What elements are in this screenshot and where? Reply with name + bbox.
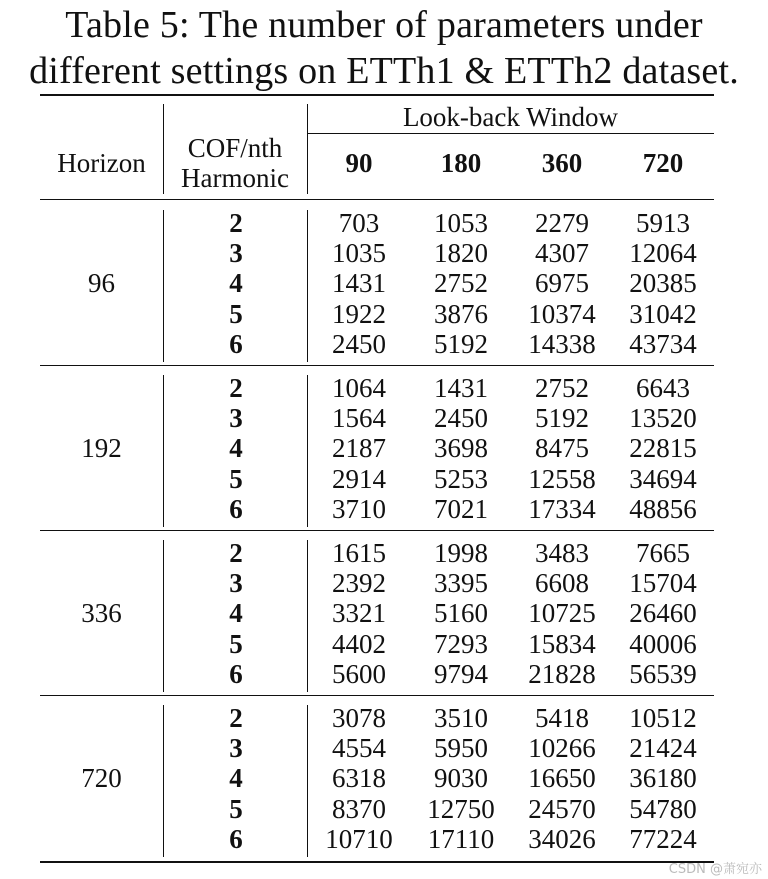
param-count-cell: 1064 xyxy=(332,373,386,403)
param-count-cell: 43734 xyxy=(629,328,697,359)
harmonic-value: 2 xyxy=(229,373,243,403)
param-count-cell: 5418 xyxy=(535,703,589,733)
param-count-cell: 6643 xyxy=(636,373,690,403)
harmonic-value: 3 xyxy=(229,733,243,764)
horizon-value: 192 xyxy=(81,433,122,464)
param-count-cell: 5253 xyxy=(434,463,488,494)
param-count-cell: 2752 xyxy=(535,373,589,403)
param-count-cell: 5950 xyxy=(434,733,488,764)
window-header-360: 360 xyxy=(541,148,583,178)
param-count-cell: 26460 xyxy=(629,598,697,629)
horizon-header: Horizon xyxy=(57,148,146,178)
harmonic-value: 3 xyxy=(229,568,243,599)
param-count-cell: 4402 xyxy=(332,628,386,659)
group-vline-2 xyxy=(307,540,308,692)
group-vline-1 xyxy=(163,705,164,857)
param-count-cell: 6975 xyxy=(535,268,589,299)
param-count-cell: 1564 xyxy=(332,403,386,434)
param-count-cell: 10710 xyxy=(325,823,393,854)
harmonic-value: 5 xyxy=(229,298,243,329)
harmonic-value: 4 xyxy=(229,433,243,464)
param-count-cell: 12750 xyxy=(427,793,495,824)
param-count-cell: 10266 xyxy=(528,733,596,764)
param-count-cell: 1431 xyxy=(434,373,488,403)
group-rule xyxy=(40,530,714,531)
param-count-cell: 2752 xyxy=(434,268,488,299)
param-count-cell: 9794 xyxy=(434,658,488,689)
param-count-cell: 4554 xyxy=(332,733,386,764)
param-count-cell: 3483 xyxy=(535,538,589,568)
param-count-cell: 34026 xyxy=(528,823,596,854)
param-count-cell: 2187 xyxy=(332,433,386,464)
window-header-180: 180 xyxy=(440,148,482,178)
caption-line-2: different settings on ETTh1 & ETTh2 dataset. xyxy=(29,50,739,92)
table-caption xyxy=(0,2,768,94)
group-vline-1 xyxy=(163,540,164,692)
horizon-value: 336 xyxy=(81,598,122,629)
param-count-cell: 48856 xyxy=(629,493,697,524)
param-count-cell: 22815 xyxy=(629,433,697,464)
param-count-cell: 1820 xyxy=(434,238,488,269)
param-count-cell: 7021 xyxy=(434,493,488,524)
cof-header-line-1: COF/nth xyxy=(187,133,283,163)
param-count-cell: 7665 xyxy=(636,538,690,568)
param-count-cell: 6318 xyxy=(332,763,386,794)
param-count-cell: 20385 xyxy=(629,268,697,299)
lookback-header: Look-back Window xyxy=(402,102,619,132)
param-count-cell: 36180 xyxy=(629,763,697,794)
param-count-cell: 1431 xyxy=(332,268,386,299)
param-count-cell: 7293 xyxy=(434,628,488,659)
param-count-cell: 8370 xyxy=(332,793,386,824)
harmonic-value: 4 xyxy=(229,598,243,629)
harmonic-value: 4 xyxy=(229,763,243,794)
bottom-rule xyxy=(40,861,714,863)
param-count-cell: 5192 xyxy=(535,403,589,434)
param-count-cell: 12064 xyxy=(629,238,697,269)
harmonic-value: 5 xyxy=(229,628,243,659)
param-count-cell: 24570 xyxy=(528,793,596,824)
param-count-cell: 17334 xyxy=(528,493,596,524)
param-count-cell: 8475 xyxy=(535,433,589,464)
top-rule xyxy=(40,94,714,96)
param-count-cell: 2450 xyxy=(434,403,488,434)
cof-header-line-2: Harmonic xyxy=(181,163,289,193)
param-count-cell: 3698 xyxy=(434,433,488,464)
group-vline-1 xyxy=(163,375,164,527)
window-header-90: 90 xyxy=(345,148,373,178)
param-count-cell: 54780 xyxy=(629,793,697,824)
param-count-cell: 15704 xyxy=(629,568,697,599)
harmonic-value: 2 xyxy=(229,208,243,238)
param-count-cell: 1922 xyxy=(332,298,386,329)
caption-line-1: Table 5: The number of parameters under xyxy=(65,4,703,46)
param-count-cell: 40006 xyxy=(629,628,697,659)
param-count-cell: 21828 xyxy=(528,658,596,689)
group-rule xyxy=(40,365,714,366)
group-vline-2 xyxy=(307,705,308,857)
harmonic-value: 3 xyxy=(229,403,243,434)
harmonic-value: 5 xyxy=(229,463,243,494)
param-count-cell: 3510 xyxy=(434,703,488,733)
param-count-cell: 31042 xyxy=(629,298,697,329)
param-count-cell: 2914 xyxy=(332,463,386,494)
param-count-cell: 2279 xyxy=(535,208,589,238)
harmonic-value: 6 xyxy=(229,493,243,524)
header-vline-2 xyxy=(307,104,308,194)
harmonic-value: 2 xyxy=(229,538,243,568)
param-count-cell: 5160 xyxy=(434,598,488,629)
param-count-cell: 703 xyxy=(338,208,380,238)
param-count-cell: 10512 xyxy=(629,703,697,733)
lookback-underline xyxy=(307,133,714,134)
param-count-cell: 5600 xyxy=(332,658,386,689)
param-count-cell: 3876 xyxy=(434,298,488,329)
param-count-cell: 6608 xyxy=(535,568,589,599)
param-count-cell: 56539 xyxy=(629,658,697,689)
param-count-cell: 16650 xyxy=(528,763,596,794)
harmonic-value: 2 xyxy=(229,703,243,733)
param-count-cell: 2392 xyxy=(332,568,386,599)
harmonic-value: 6 xyxy=(229,658,243,689)
horizon-value: 720 xyxy=(81,763,122,794)
harmonic-value: 6 xyxy=(229,823,243,854)
watermark: CSDN @萧宛亦 xyxy=(668,862,762,877)
param-count-cell: 15834 xyxy=(528,628,596,659)
group-vline-1 xyxy=(163,210,164,362)
param-count-cell: 3321 xyxy=(332,598,386,629)
param-count-cell: 1035 xyxy=(332,238,386,269)
param-count-cell: 3395 xyxy=(434,568,488,599)
harmonic-value: 6 xyxy=(229,328,243,359)
param-count-cell: 2450 xyxy=(332,328,386,359)
header-rule xyxy=(40,199,714,200)
param-count-cell: 10725 xyxy=(528,598,596,629)
param-count-cell: 5913 xyxy=(636,208,690,238)
param-count-cell: 5192 xyxy=(434,328,488,359)
param-count-cell: 14338 xyxy=(528,328,596,359)
param-count-cell: 13520 xyxy=(629,403,697,434)
param-count-cell: 3078 xyxy=(332,703,386,733)
harmonic-value: 3 xyxy=(229,238,243,269)
param-count-cell: 17110 xyxy=(427,823,495,854)
param-count-cell: 3710 xyxy=(332,493,386,524)
param-count-cell: 77224 xyxy=(629,823,697,854)
harmonic-value: 5 xyxy=(229,793,243,824)
group-rule xyxy=(40,695,714,696)
param-count-cell: 1053 xyxy=(434,208,488,238)
group-vline-2 xyxy=(307,375,308,527)
horizon-value: 96 xyxy=(88,268,115,299)
param-count-cell: 4307 xyxy=(535,238,589,269)
header-vline-1 xyxy=(163,104,164,194)
param-count-cell: 1615 xyxy=(332,538,386,568)
param-count-cell: 10374 xyxy=(528,298,596,329)
group-vline-2 xyxy=(307,210,308,362)
param-count-cell: 1998 xyxy=(434,538,488,568)
param-count-cell: 34694 xyxy=(629,463,697,494)
param-count-cell: 21424 xyxy=(629,733,697,764)
window-header-720: 720 xyxy=(642,148,684,178)
param-count-cell: 12558 xyxy=(528,463,596,494)
harmonic-value: 4 xyxy=(229,268,243,299)
param-count-cell: 9030 xyxy=(434,763,488,794)
